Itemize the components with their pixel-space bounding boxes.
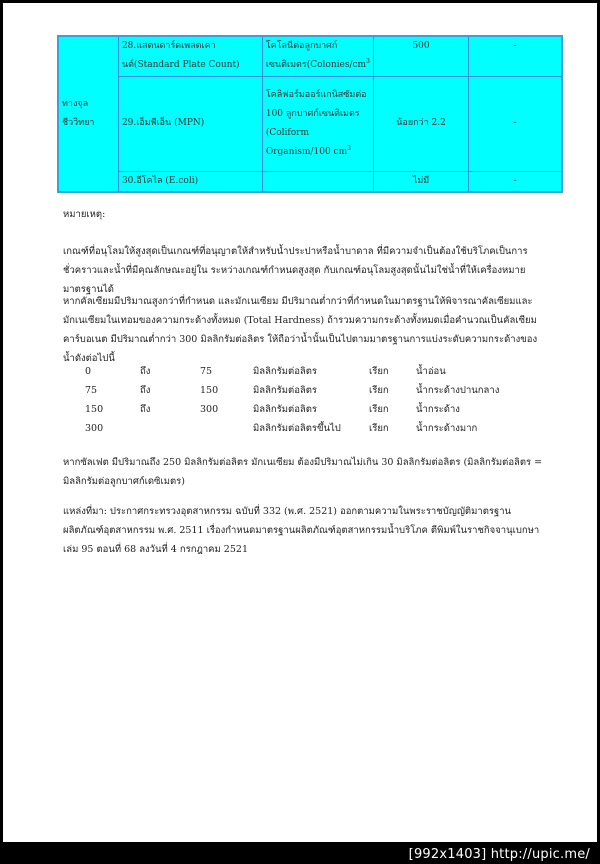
table-row <box>58 76 562 171</box>
max-cell: - <box>469 171 562 192</box>
standards-table <box>57 35 563 193</box>
table-row <box>58 36 562 76</box>
unit-cell: โคโลนีต่อลูกบาศก์เซนติเมตร($Colonies/cm^3$ <box>262 36 373 76</box>
unit-cell: โคลิฟอร์มออร์แกนิสซัมต่อ 100 ลูกบาศก์เซนติเมตร (Coliform Organism/100 $cm^3$ <box>262 76 373 171</box>
notes-paragraph-3: หากซัลเฟต มีปริมาณถึง 250 มิลลิกรัมต่อลิตร มักเนเซียม ต้องมีปริมาณไม่เกิน 30 มิลลิกรัมต่อลิตร (มิลลิกรัมต่อลิตร = มิลลิกรัมต่อลูกบาศก์เดซิเมตร) <box>63 457 543 487</box>
max-cell: - <box>469 76 562 171</box>
table-row <box>58 171 562 192</box>
limit-cell: น้อยกว่า 2.2 <box>373 76 468 171</box>
item-cell: 29.เอ็มพีเอ็น (MPN) <box>118 76 262 171</box>
hardness-table <box>85 362 499 438</box>
notes-heading: หมายเหตุ: <box>63 209 106 220</box>
source-paragraph: แหล่งที่มา: ประกาศกระทรวงอุตสาหกรรม ฉบับที่ 332 (พ.ศ. 2521) ออกตามความในพระราชบัญญัติมาตรฐานผลิตภัณฑ์อุตสาหกรรม พ.ศ. 2511 เรื่องกำหนดมาตรฐานผลิตภัณฑ์อุตสาหกรรมน้ำบริโภค ตีพิมพ์ในราชกิจจานุเบกษา เล่ม 95 ตอนที่ 68 ลงวันที่ 4 กรกฎาคม 2521 <box>63 506 540 555</box>
item-cell: 30.อีโคไล (E.coli) <box>118 171 262 192</box>
limit-cell: 500 <box>373 36 468 76</box>
limit-cell: ไม่มี <box>373 171 468 192</box>
hardness-row: 0 ถึง 75 มิลลิกรัมต่อลิตร เรียก น้ำอ่อน <box>85 366 446 377</box>
unit-cell <box>262 171 373 192</box>
item-cell: 28.แสตนดาร์ดเพลตเคานต์(Standard Plate Count) <box>118 36 262 76</box>
hardness-row: 150 ถึง 300 มิลลิกรัมต่อลิตร เรียก น้ำกระด้าง <box>85 404 460 415</box>
max-cell: - <box>469 36 562 76</box>
notes-paragraph-2: หากคัลเซียมมีปริมาณสูงกว่าที่กำหนด และมักเนเซียม มีปริมาณต่ำกว่าที่กำหนดในมาตรฐานให้พิจารณาคัลเซียมและมักเนเซียมในเทอมของความกระด้างทั้งหมด (Total Hardness) ถ้ารวมความกระด้างทั้งหมดเมื่อคำนวณเป็นคัลเซียมคาร์บอเนต มีปริมาณต่ำกว่า 300 มิลลิกรัมต่อลิตร ให้ถือว่าน้ำนั้นเป็นไปตามมาตรฐานการแบ่งระดับความกระด้างของน้ำดังต่อไปนี้ <box>63 296 538 364</box>
hardness-row: 75 ถึง 150 มิลลิกรัมต่อลิตร เรียก น้ำกระด้างปานกลาง <box>85 385 500 396</box>
image-caption: [992x1403] http://upic.me/ <box>408 847 590 862</box>
hardness-row: 300 มิลลิกรัมต่อลิตรขึ้นไป เรียก น้ำกระด้างมาก <box>85 423 478 434</box>
category-cell: ทางจุลชีววิทยา <box>58 36 118 192</box>
notes-paragraph-1: เกณฑ์ที่อนุโลมให้สูงสุดเป็นเกณฑ์ที่อนุญาตให้สำหรับน้ำประปาหรือน้ำบาดาล ที่มีความจำเป็นต้องใช้บริโภคเป็นการชั่วคราวและน้ำที่มีคุณลักษณะอยู่ใน ระหว่างเกณฑ์กำหนดสูงสุด กับเกณฑ์อนุโลมสูงสุดนั้นไม่ใช่น้ำที่ให้เครื่องหมายมาตรฐานได้ <box>63 246 528 295</box>
